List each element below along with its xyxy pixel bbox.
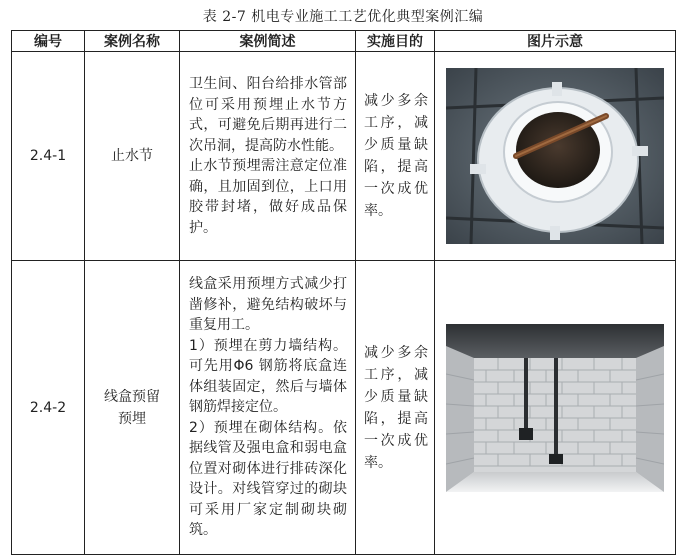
case-table (11, 30, 676, 555)
header-id: 编号 (12, 31, 85, 52)
description-paragraph: 卫生间、阳台给排水管部位可采用预埋止水节方式，可避免后期再进行二次吊洞，提高防水性能。 (189, 76, 347, 154)
case-id: 2.4-2 (12, 261, 85, 555)
case-name (85, 261, 180, 555)
case-name-line: 预埋 (118, 410, 146, 427)
case-name: 止水节 (85, 52, 180, 261)
junction-box-wall-photo (446, 324, 664, 492)
description-paragraph: 1）预埋在剪力墙结构。可先用Φ6 钢筋将底盒连体组装固定，然后与墙体钢筋焊接定位。 (189, 337, 347, 416)
case-description (180, 261, 356, 555)
table-row (12, 52, 676, 261)
water-stop-sleeve-photo (446, 68, 664, 244)
table-row (12, 261, 676, 555)
header-purpose: 实施目的 (356, 31, 435, 52)
case-id: 2.4-1 (12, 52, 85, 261)
header-row (12, 31, 676, 52)
case-purpose: 减少多余工序，减少质量缺陷，提高一次成优率。 (356, 52, 435, 261)
case-image-cell (435, 261, 676, 555)
case-name-line: 线盒预留 (104, 388, 160, 405)
case-description (180, 52, 356, 261)
header-name: 案例名称 (85, 31, 180, 52)
description-paragraph: 2）预埋在砌体结构。依据线管及强电盒和弱电盒位置对砌体进行排砖深化设计。对线管穿过的砌块可采用厂家定制砌块砌筑。 (189, 419, 347, 539)
description-paragraph: 线盒采用预埋方式减少打凿修补，避免结构破坏与重复用工。 (189, 276, 347, 334)
case-purpose: 减少多余工序，减少质量缺陷，提高一次成优率。 (356, 261, 435, 555)
header-desc: 案例简述 (180, 31, 356, 52)
description-paragraph: 止水节预埋需注意定位准确，且加固到位，上口用胶带封堵，做好成品保护。 (189, 158, 347, 236)
header-image: 图片示意 (435, 31, 676, 52)
case-image-cell (435, 52, 676, 261)
table-caption: 表 2-7 机电专业施工工艺优化典型案例汇编 (202, 9, 484, 25)
